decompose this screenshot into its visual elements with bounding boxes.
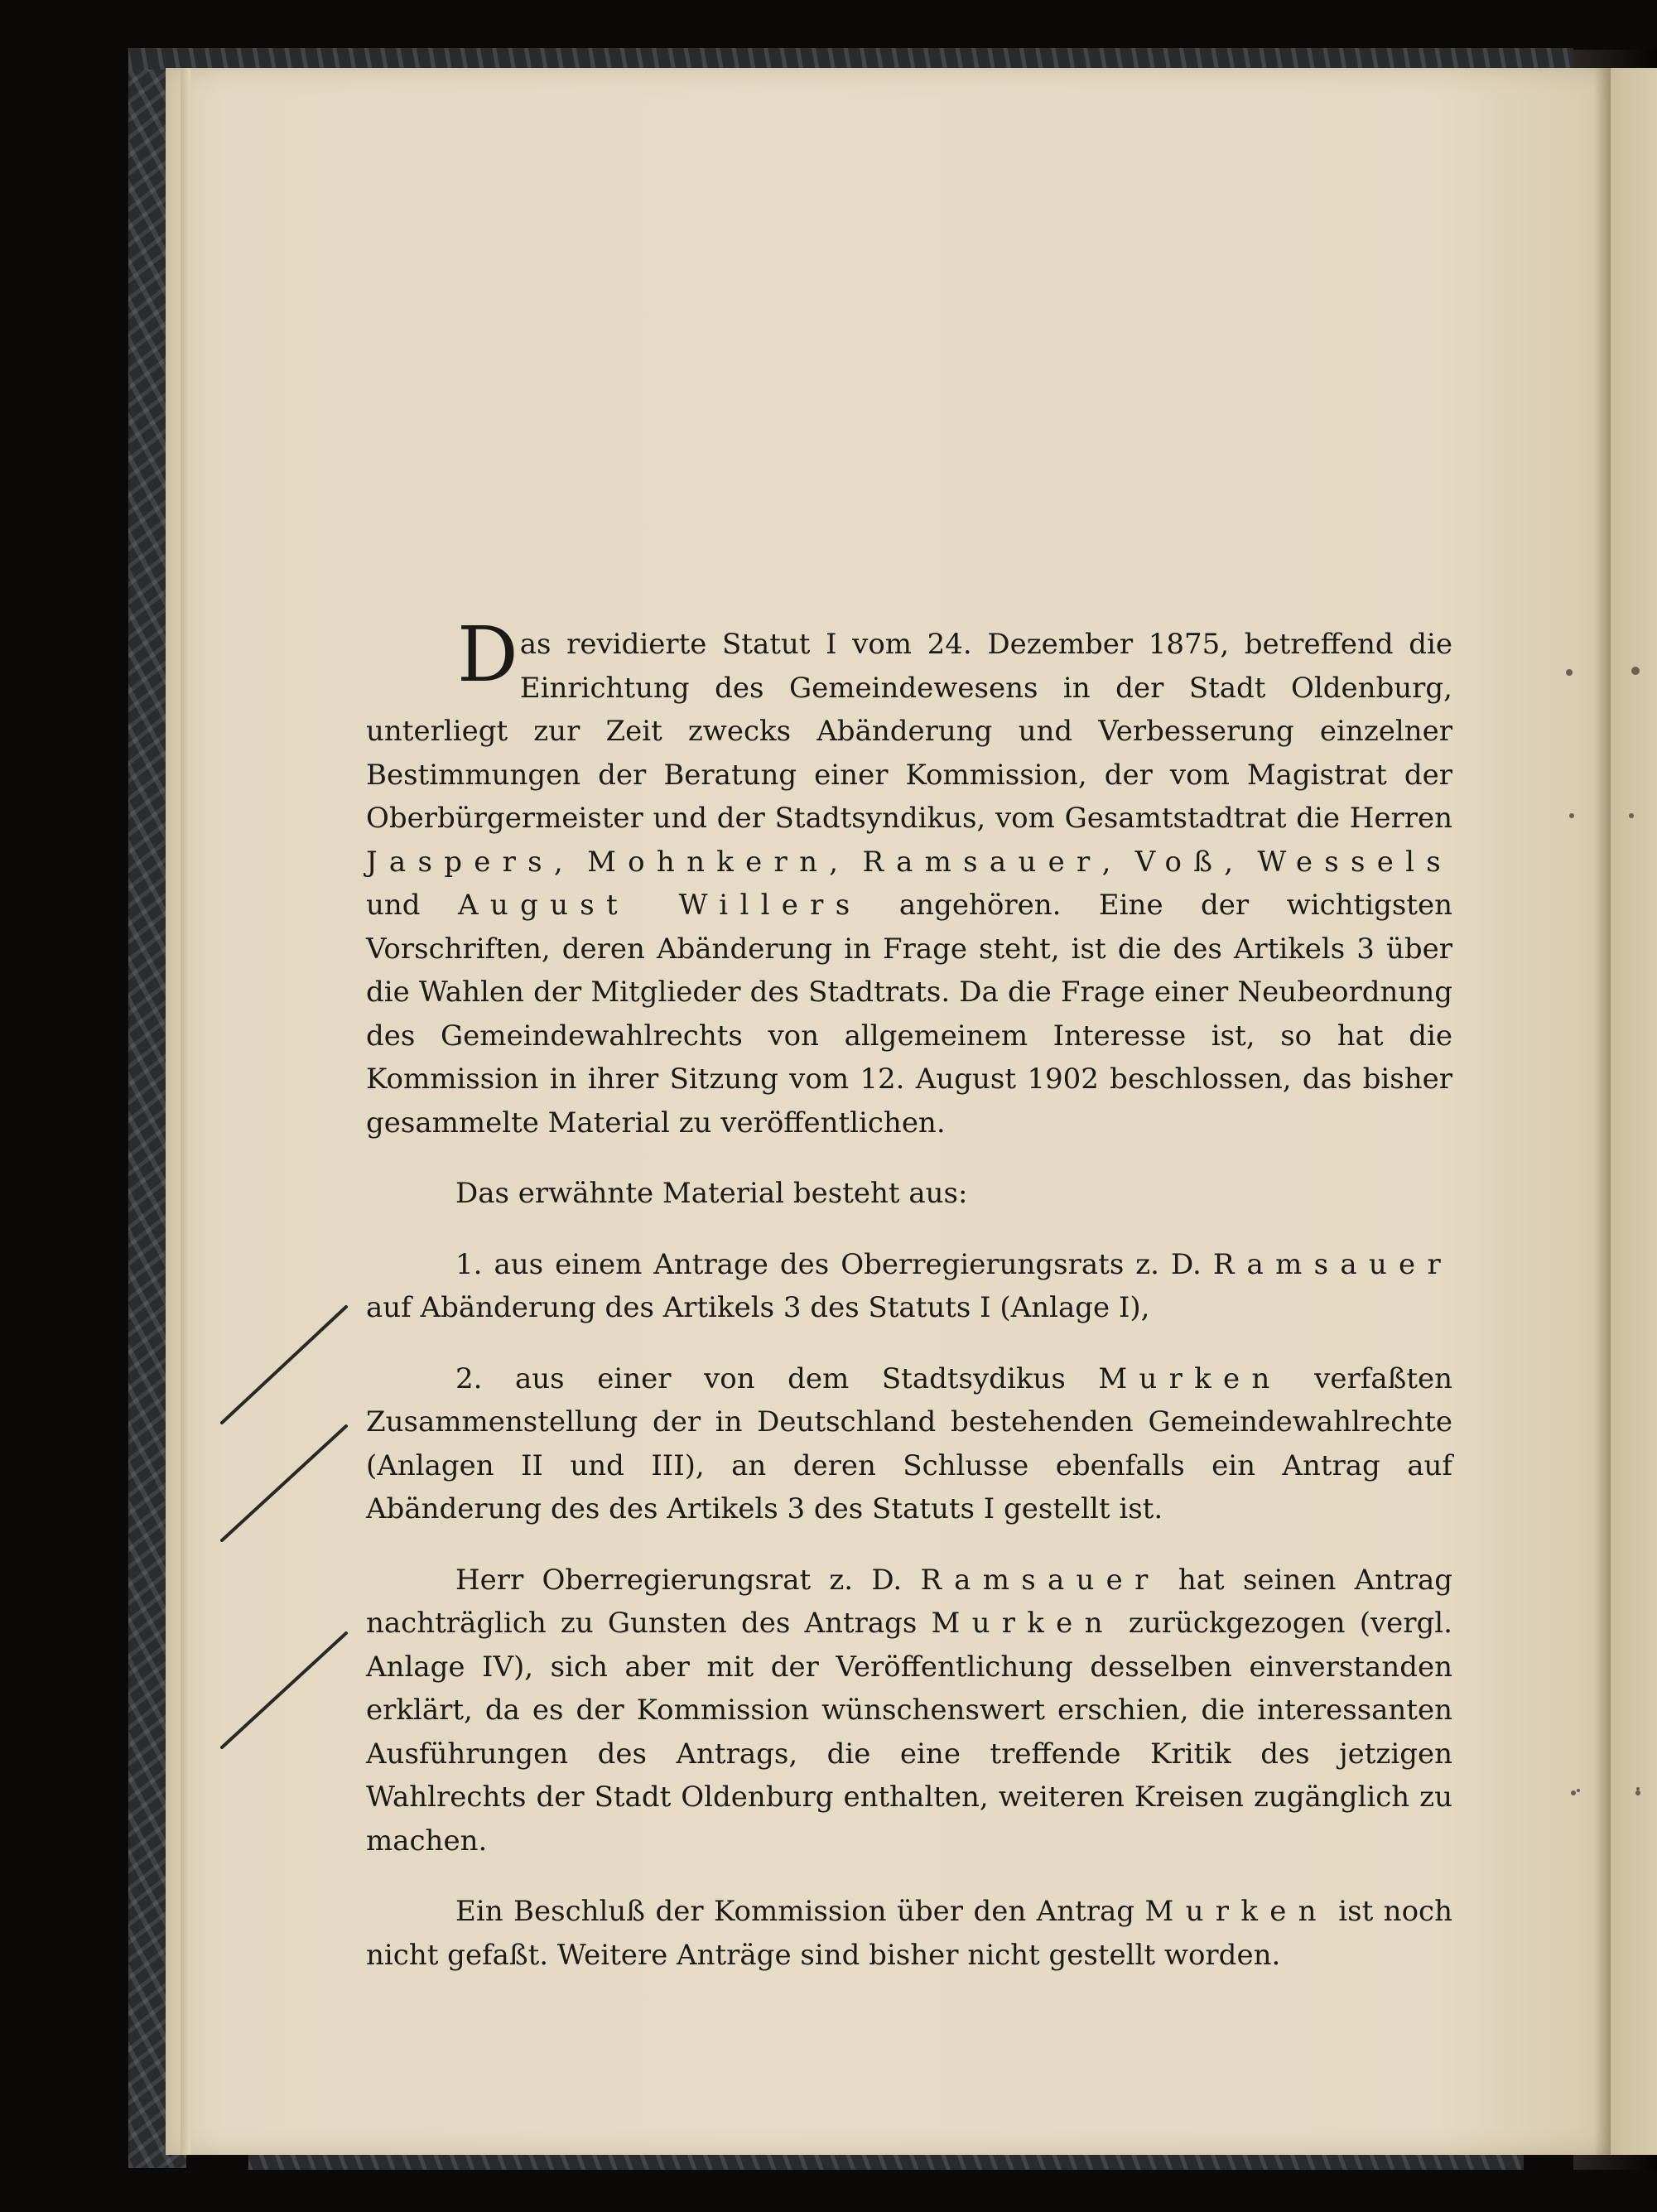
next-page-edge — [1611, 68, 1657, 2155]
paragraph-intro: Das revidierte Statut I vom 24. Dezember 1875, betreffend die Einrichtung des Gemeindewesens in der Stadt Oldenburg, unterliegt zur Zeit zwecks Abänderung und Verbesserung einzelner Bestimmungen der Beratung einer Kommission, der vom Magistrat der Oberbürgermeister und der Stadtsyndikus, vom Gesamtstadtrat die Herren Jaspers, Mohnkern, Ramsauer, Voß, Wessels und August Willers angehören. Eine der wichtigsten Vorschriften, deren Abänderung in Frage steht, ist die des Artikels 3 über die Wahlen der Mitglieder des Stadtrats. Da die Frage einer Neubeordnung des Gemeindewahlrechts von allgemeinem Interesse ist, so hat die Kommission in ihrer Sitzung vom 12. August 1902 beschlossen, das bisher gesammelte Material zu veröffentlichen. — [366, 610, 1452, 1140]
spaced-name: August Willers — [458, 889, 862, 922]
spaced-name: Ramsauer — [920, 1563, 1160, 1597]
marbled-board-top — [128, 48, 1573, 70]
initial-capital: D — [457, 610, 518, 699]
paragraph-withdrawal: Herr Oberregierungsrat z. D. Ramsauer hat seinen Antrag nachträglich zu Gunsten des Antrags Murken zurückgezogen (vergl. Anlage IV), sich aber mit der Veröffentlichung desselben einverstanden erklärt, da es der Kommission wünschenswert erschien, die interessanten Ausführungen des Antrags, die eine treffende Kritik des jetzigen Wahlrechts der Stadt Oldenburg enthalten, weiteren Kreisen zugänglich zu machen. — [366, 1563, 1452, 1858]
list-item-2: 2. aus einer von dem Stadtsydikus Murken verfaßten Zusammenstellung der in Deutschland bestehenden Gemeindewahlrechte (Anlagen II und III), an deren Schlusse ebenfalls ein Antrag auf Abänderung des des Artikels 3 des Statuts I gestellt ist. — [366, 1361, 1453, 1525]
spaced-name: Ramsauer — [862, 845, 1102, 879]
body-text — [366, 610, 1453, 1977]
gutter-shadow — [1594, 68, 1611, 2155]
list-item-1: 1. aus einem Antrage des Oberregierungsrats z. D. Ramsauer auf Abänderung des Artikels 3 des Statuts I (Anlage I), — [366, 1247, 1452, 1324]
spaced-name: Murken — [931, 1607, 1115, 1640]
spaced-name: Murken — [1144, 1895, 1328, 1928]
page-inner-edge — [181, 68, 190, 2155]
spaced-name: Murken — [1098, 1361, 1282, 1395]
spaced-name: Jaspers — [366, 845, 554, 879]
spaced-name: Wessels — [1257, 845, 1452, 879]
paragraph-material: Das erwähnte Material besteht aus: — [455, 1177, 968, 1210]
spaced-name: Ramsauer — [1212, 1247, 1452, 1281]
spaced-name: Voß — [1134, 845, 1225, 879]
paragraph-decision: Ein Beschluß der Kommission über den Antrag Murken ist noch nicht gefaßt. Weitere Anträge sind bisher nicht gestellt worden. — [366, 1895, 1452, 1972]
spaced-name: Mohnkern — [587, 845, 830, 879]
